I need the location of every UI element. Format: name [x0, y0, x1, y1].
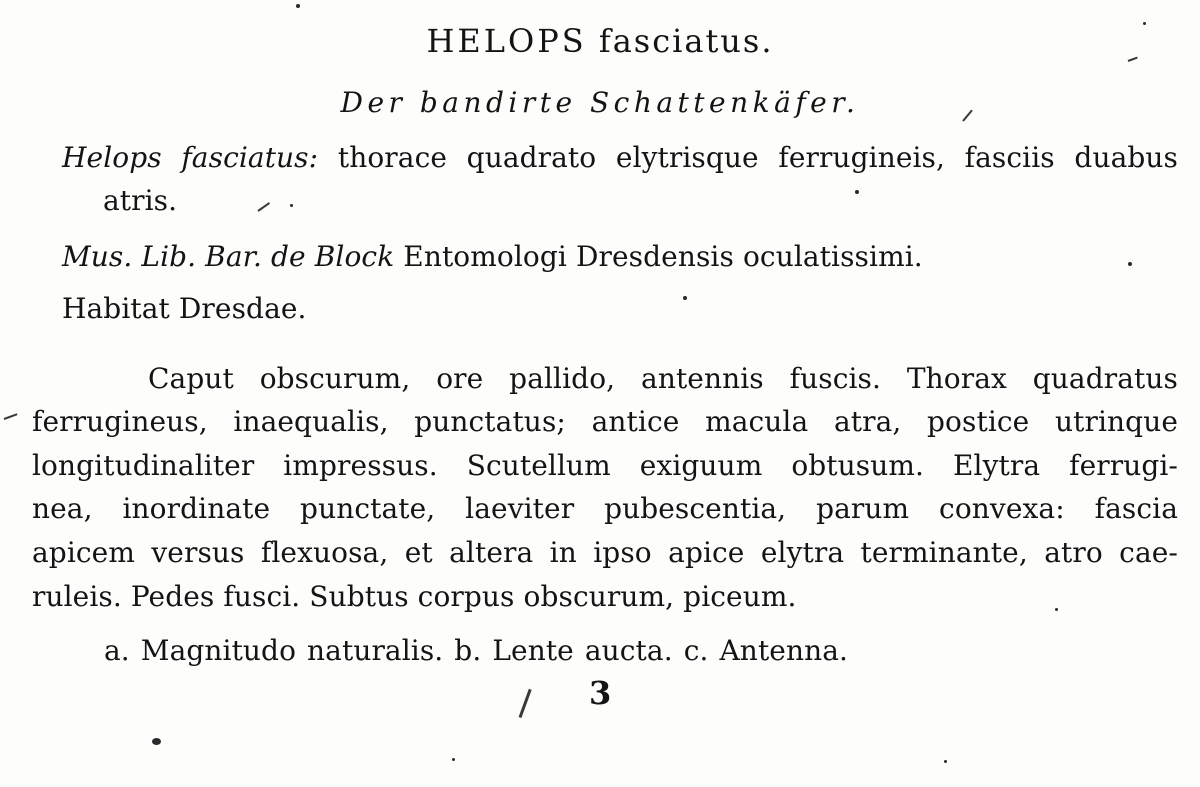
print-speck [296, 4, 300, 8]
print-scratch [257, 202, 270, 212]
print-speck [1143, 22, 1146, 25]
print-speck [944, 760, 947, 763]
figure-legend: a. Magnitudo naturalis. b. Lente aucta. c. Antenna. [104, 634, 849, 667]
description-line: ruleis. Pedes fusci. Subtus corpus obscurum, piceum. [32, 580, 797, 613]
print-scratch [4, 413, 18, 420]
print-speck [855, 190, 859, 194]
diagnosis-name: Helops fasciatus: [62, 141, 319, 174]
description-line: apicem versus flexuosa, et altera in ipso apice elytra terminante, atro cae- [32, 536, 1178, 569]
collection-line [62, 240, 923, 274]
diagnosis-line-2: atris. [103, 184, 178, 217]
print-scratch [519, 689, 532, 718]
print-speck [152, 738, 161, 745]
habitat-line: Habitat Dresdae. [62, 292, 307, 325]
print-speck [1128, 262, 1132, 266]
page-number: 3 [589, 674, 612, 712]
description-line: longitudinaliter impressus. Scutellum exiguum obtusum. Elytra ferrugi- [32, 449, 1178, 482]
print-speck [683, 296, 687, 300]
diagnosis-text-1: thorace quadrato elytrisque ferrugineis, fasciis duabus [337, 141, 1178, 174]
description-line: Caput obscurum, ore pallido, antennis fuscis. Thorax quadratus [148, 362, 1178, 395]
species-title [0, 24, 1200, 58]
collection-source: Mus. Lib. Bar. de Block [62, 240, 395, 273]
genus-name: HELOPS [426, 22, 587, 60]
print-speck [290, 204, 293, 207]
species-name: fasciatus. [598, 22, 774, 60]
description-line: nea, inordinate punctate, laeviter pubescentia, parum convexa: fascia [32, 492, 1178, 525]
print-speck [452, 758, 455, 761]
description-line: ferrugineus, inaequalis, punctatus; antice macula atra, postice utrinque [32, 405, 1178, 438]
print-speck [1055, 608, 1058, 611]
collection-text: Entomologi Dresdensis oculatissimi. [403, 240, 923, 273]
diagnosis-line-1 [62, 141, 1178, 175]
german-common-name: Der bandirte Schattenkäfer. [340, 86, 860, 119]
